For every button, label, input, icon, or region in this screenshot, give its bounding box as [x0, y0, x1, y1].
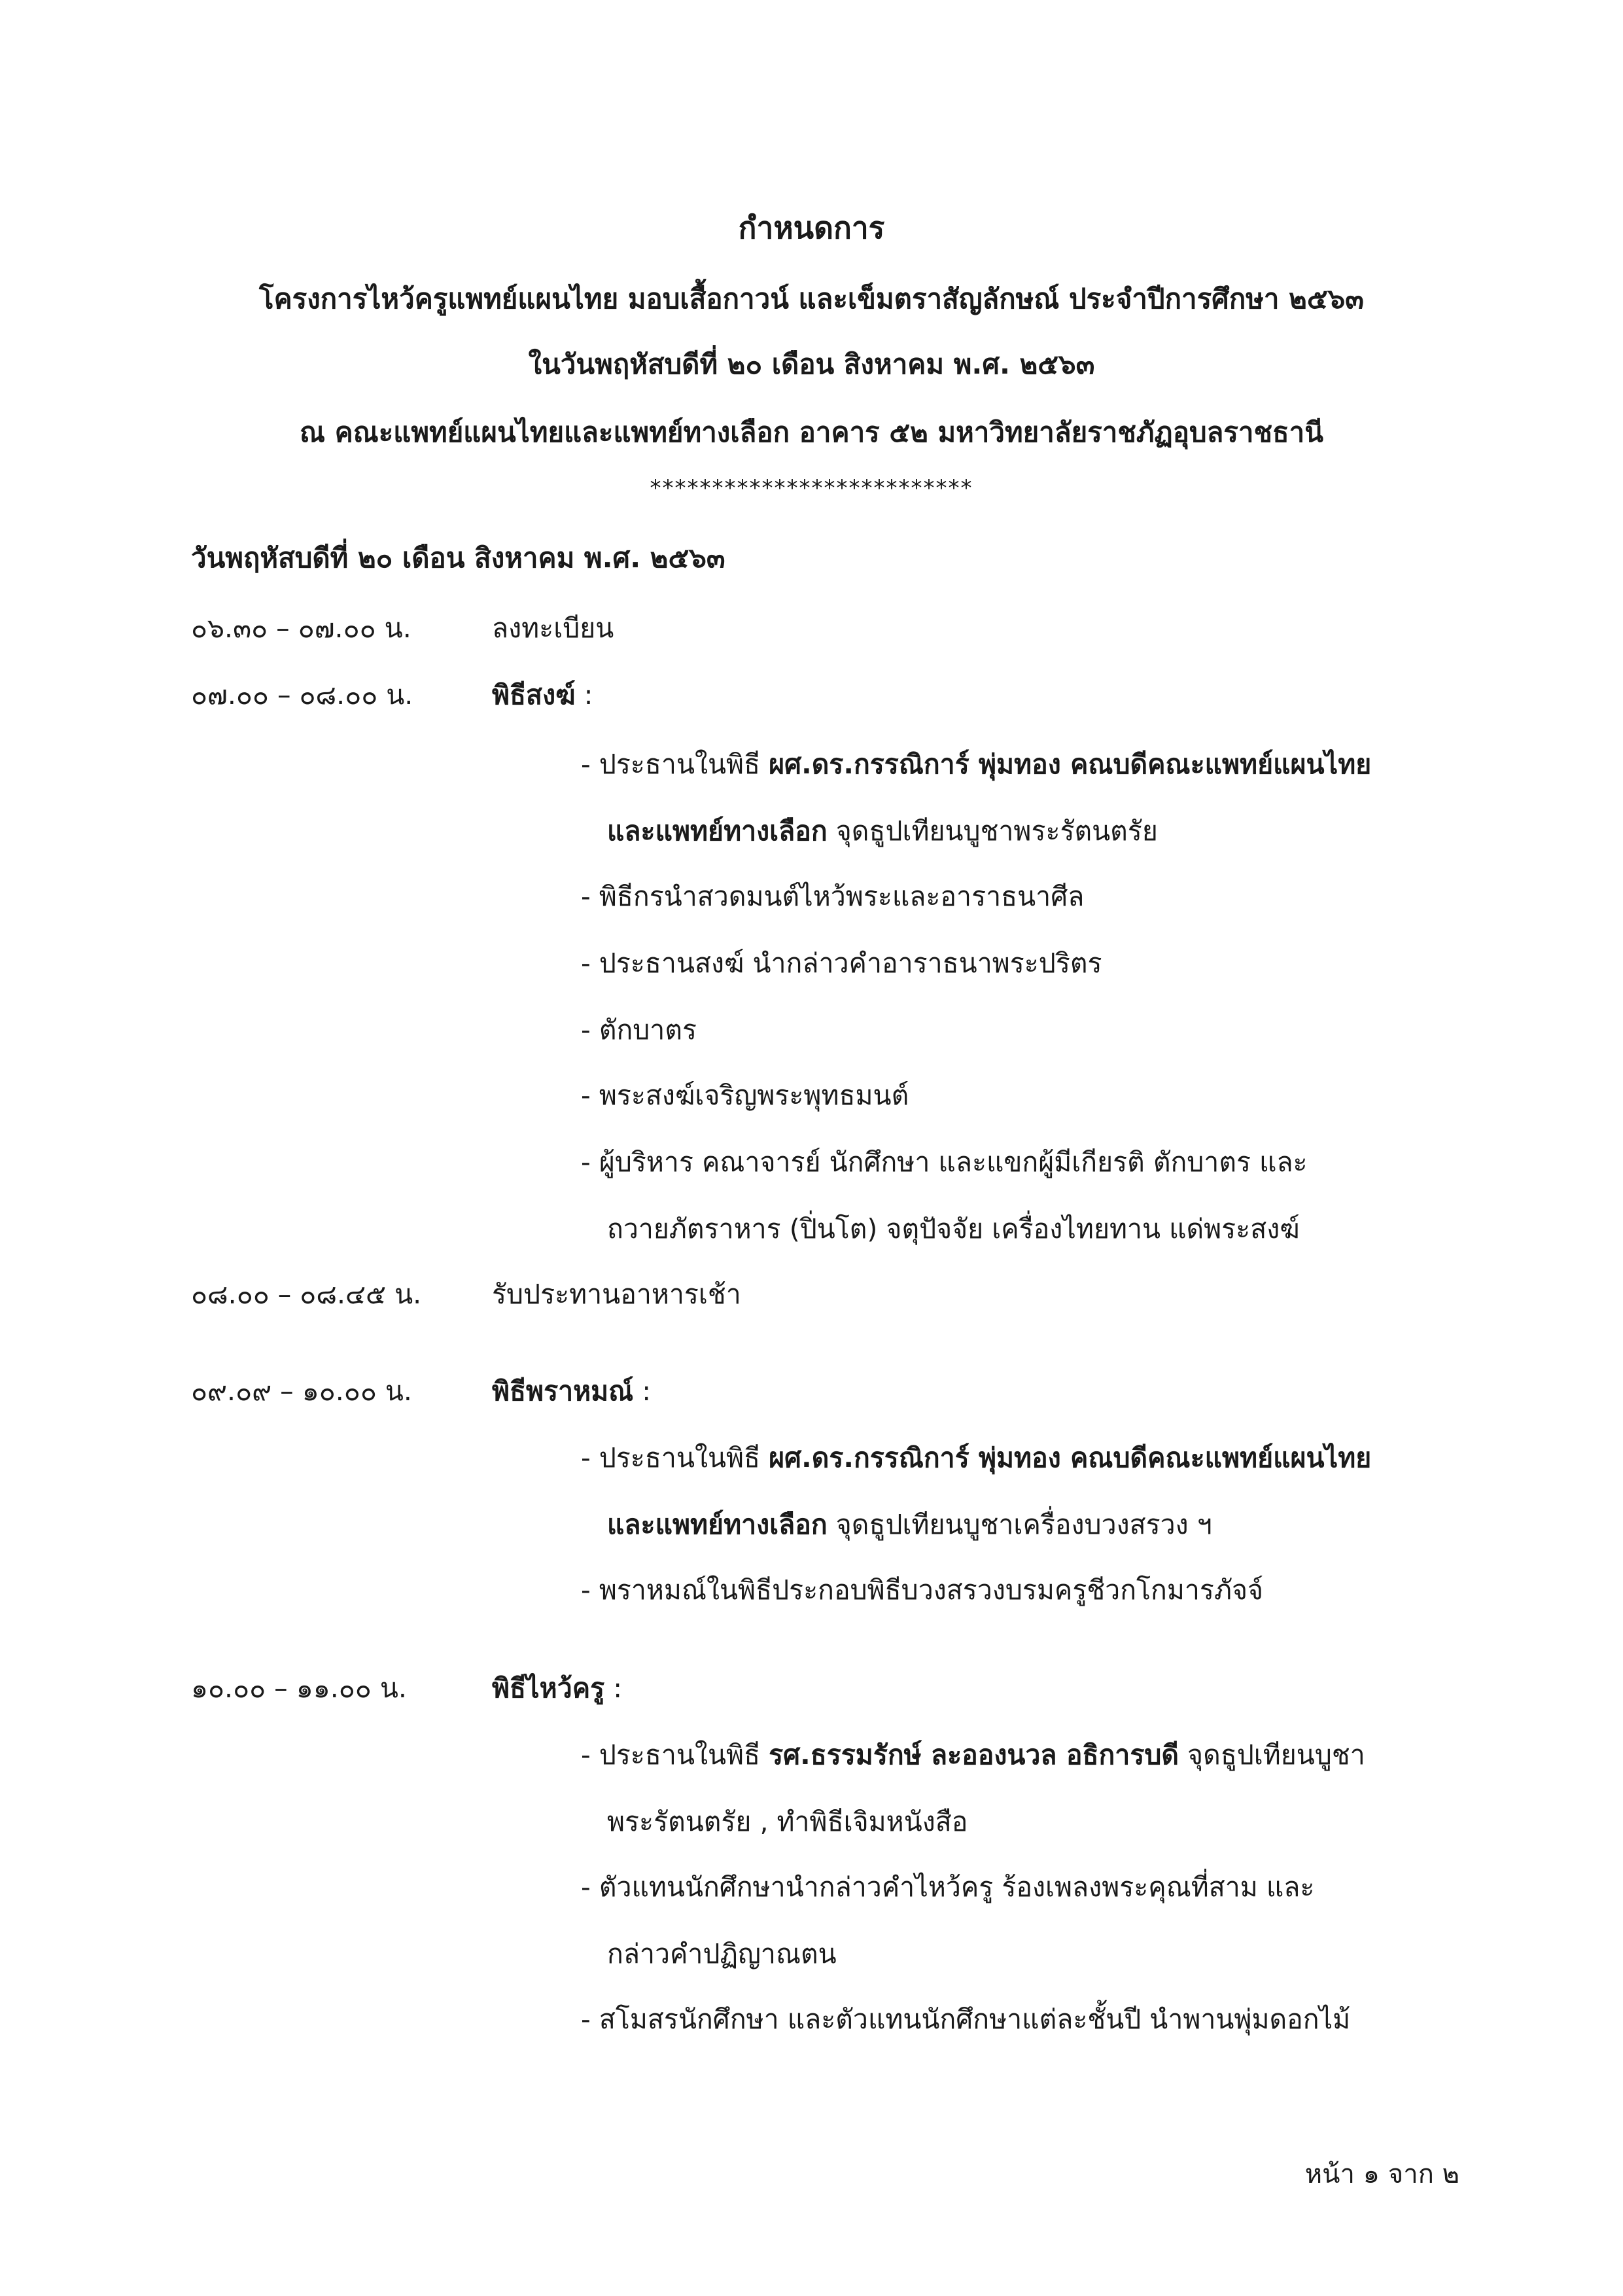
- item-text: จุดธูปเทียนบูชา: [1179, 1739, 1365, 1771]
- list-item-continuation: ถวายภัตราหาร (ปิ่นโต) จตุปัจจัย เครื่องไทยทาน แด่พระสงฆ์: [607, 1213, 1300, 1245]
- project-name: โครงการไหว้ครูแพทย์แผนไทย มอบเสื้อกาวน์ และเข็มตราสัญลักษณ์ ประจำปีการศึกษา ๒๕๖๓: [259, 283, 1364, 315]
- list-item: - พระสงฆ์เจริญพระพุทธมนต์: [581, 1080, 909, 1111]
- list-item: [581, 743, 1371, 786]
- item-text: - ประธานในพิธี: [581, 1739, 769, 1771]
- item-bold-text: และแพทย์ทางเลือก: [607, 1509, 828, 1540]
- list-item-continuation: [607, 1504, 1212, 1546]
- time-slot-brahmin-ceremony: ๐๙.๐๙ – ๑๐.๐๐ น.: [191, 1375, 412, 1407]
- list-item: [581, 1734, 1365, 1776]
- date-heading: วันพฤหัสบดีที่ ๒๐ เดือน สิงหาคม พ.ศ. ๒๕๖๓: [191, 542, 725, 574]
- item-bold-text: ผศ.ดร.กรรณิการ์ พุ่มทอง คณบดีคณะแพทย์แผนไทย: [769, 749, 1372, 780]
- list-item-continuation: พระรัตนตรัย , ทำพิธีเจิมหนังสือ: [607, 1806, 968, 1837]
- separator-line: **************************: [650, 475, 973, 501]
- item-text: - ประธานในพิธี: [581, 1442, 769, 1474]
- activity-brahmin-ceremony: [492, 1370, 651, 1413]
- list-item: - พิธีกรนำสวดมนต์ไหว้พระและอาราธนาศีล: [581, 881, 1085, 912]
- activity-colon: :: [575, 679, 593, 711]
- list-item: - ประธานสงฆ์ นำกล่าวคำอาราธนาพระปริตร: [581, 947, 1102, 979]
- item-bold-text: ผศ.ดร.กรรณิการ์ พุ่มทอง คณบดีคณะแพทย์แผนไทย: [769, 1442, 1372, 1474]
- list-item-continuation: [607, 810, 1158, 853]
- activity-title: พิธีไหว้ครู: [492, 1672, 605, 1704]
- item-text: จุดธูปเทียนบูชาพระรัตนตรัย: [827, 815, 1158, 847]
- page-number: หน้า ๑ จาก ๒: [1304, 2159, 1459, 2189]
- list-item-continuation: กล่าวคำปฏิญาณตน: [607, 1938, 837, 1969]
- item-bold-text: รศ.ธรรมรักษ์ ละอองนวล อธิการบดี: [769, 1739, 1179, 1771]
- time-slot-teacher-ceremony: ๑๐.๐๐ – ๑๑.๐๐ น.: [191, 1672, 407, 1704]
- item-bold-text: และแพทย์ทางเลือก: [607, 815, 828, 847]
- activity-breakfast: รับประทานอาหารเช้า: [492, 1279, 741, 1310]
- activity-colon: :: [633, 1375, 652, 1407]
- activity-title: พิธีพราหมณ์: [492, 1375, 634, 1407]
- event-venue: ณ คณะแพทย์แผนไทยและแพทย์ทางเลือก อาคาร ๕๒ มหาวิทยาลัยราชภัฏอุบลราชธานี: [300, 416, 1323, 448]
- activity-teacher-ceremony: [492, 1667, 622, 1710]
- document-title: กำหนดการ: [738, 210, 885, 245]
- time-slot-monk-ceremony: ๐๗.๐๐ – ๐๘.๐๐ น.: [191, 679, 413, 711]
- list-item: - ผู้บริหาร คณาจารย์ นักศึกษา และแขกผู้มีเกียรติ ตักบาตร และ: [581, 1146, 1308, 1178]
- activity-colon: :: [604, 1672, 623, 1704]
- activity-registration: ลงทะเบียน: [492, 612, 614, 644]
- time-slot-breakfast: ๐๘.๐๐ – ๐๘.๔๕ น.: [191, 1279, 422, 1310]
- item-text: จุดธูปเทียนบูชาเครื่องบวงสรวง ฯ: [827, 1509, 1212, 1540]
- time-slot-registration: ๐๖.๓๐ – ๐๗.๐๐ น.: [191, 612, 411, 644]
- list-item: - ตัวแทนนักศึกษานำกล่าวคำไหว้ครู ร้องเพลงพระคุณที่สาม และ: [581, 1871, 1315, 1903]
- list-item: [581, 1437, 1371, 1479]
- list-item: - พราหมณ์ในพิธีประกอบพิธีบวงสรวงบรมครูชีวกโกมารภัจจ์: [581, 1574, 1264, 1606]
- event-date: ในวันพฤหัสบดีที่ ๒๐ เดือน สิงหาคม พ.ศ. ๒๕๖๓: [528, 348, 1095, 380]
- activity-monk-ceremony: [492, 674, 593, 716]
- activity-title: พิธีสงฆ์: [492, 679, 576, 711]
- list-item: - สโมสรนักศึกษา และตัวแทนนักศึกษาแต่ละชั้นปี นำพานพุ่มดอกไม้: [581, 2004, 1351, 2035]
- list-item: - ตักบาตร: [581, 1014, 697, 1046]
- item-text: - ประธานในพิธี: [581, 749, 769, 780]
